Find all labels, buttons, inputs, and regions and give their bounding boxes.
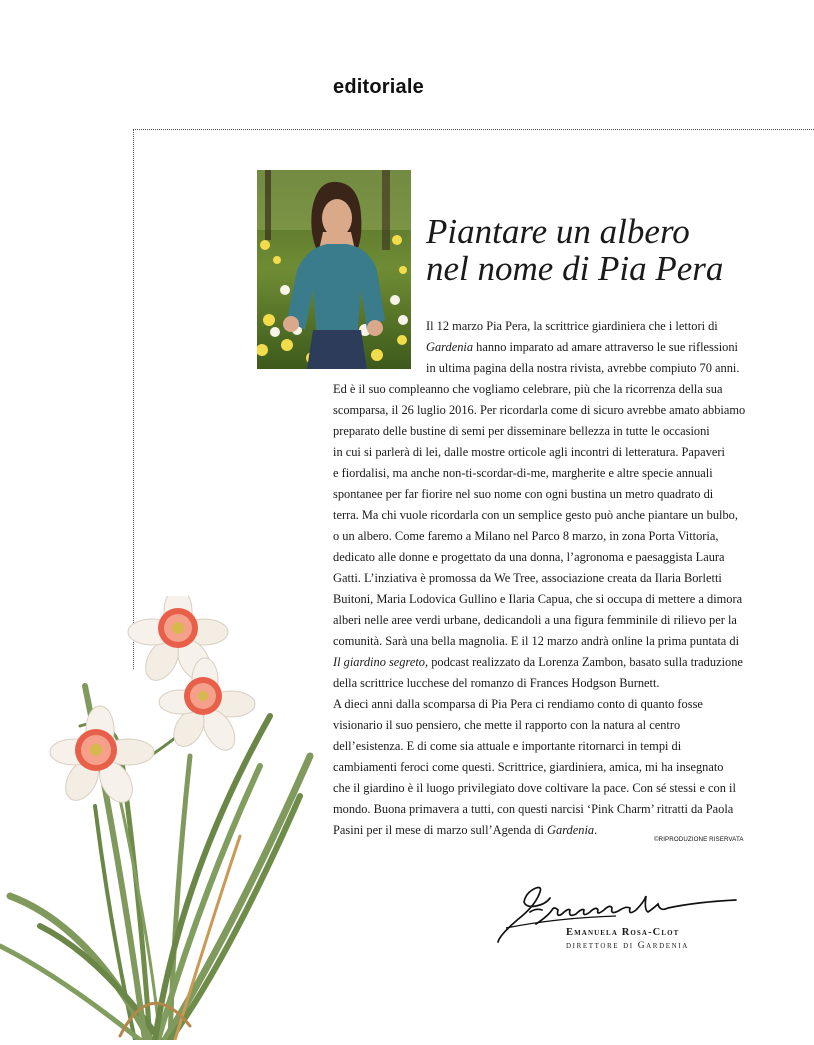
article-line: scomparsa, il 26 luglio 2016. Per ricordarla come di sicuro avrebbe amato abbiamo [333,403,746,417]
copyright-notice: ©RIPRODUZIONE RISERVATA [654,836,744,843]
headline [426,213,723,287]
article-line: visionario il suo pensiero, che mette il rapporto con la natura al centro [333,718,681,732]
article-line: Gatti. L’inziativa è promossa da We Tree, associazione creata da Ilaria Borletti [333,571,722,585]
article-line: in cui si parlerà di lei, dalle mostre orticole agli incontri di letteratura. Papaveri [333,445,725,459]
article-line: cambiamenti feroci come questi. Scrittrice, giardiniera, amica, mi ha insegnato [333,760,724,774]
article-line: che il giardino è il luogo privilegiato dove coltivare la pace. Con sé stessi e con il [333,781,736,795]
dotted-frame-left [133,129,134,669]
article-line: della scrittrice lucchese del romanzo di Frances Hodgson Burnett. [333,676,660,690]
article-line: Ed è il suo compleanno che vogliamo celebrare, più che la ricorrenza della sua [333,382,723,396]
article-line: A dieci anni dalla scomparsa di Pia Pera ci rendiamo conto di quanto fosse [333,697,703,711]
article-text: Pasini per il mese di marzo sull’Agenda di [333,823,548,837]
article-line: in ultima pagina della nostra rivista, avrebbe compiuto 70 anni. [426,361,740,375]
article-text: . [594,823,598,837]
headline-line-1: Piantare un albero [426,212,690,251]
signature-role: direttore di Gardenia [566,941,689,951]
article-text: hanno imparato ad amare attraverso le sue riflessioni [473,340,738,354]
podcast-title: Il giardino segreto [333,655,426,669]
article-line: comunità. Sarà una bella magnolia. E il 12 marzo andrà online la prima puntata di [333,634,740,648]
signature-icon [496,876,742,951]
article-line [333,823,597,837]
article-line: dell’esistenza. E di come sia attuale e importante ritornarci in tempi di [333,739,682,753]
article-line: o un albero. Come faremo a Milano nel Parco 8 marzo, in zona Porta Vittoria, [333,529,719,543]
portrait-photo [257,170,411,369]
narcissus-illustration [0,596,320,1045]
article-text: , podcast realizzato da Lorenza Zambon, basato sulla traduzione [425,655,743,669]
article-line: e fiordalisi, ma anche non-ti-scordar-di-me, margherite e altre specie annuali [333,466,713,480]
article-line: mondo. Buona primavera a tutti, con questi narcisi ‘Pink Charm’ ritratti da Paola [333,802,734,816]
article-line [426,340,738,354]
headline-line-2: nel nome di Pia Pera [426,249,724,288]
dotted-frame-top [133,129,814,130]
magazine-name: Gardenia [426,340,474,354]
article-line: Buitoni, Maria Lodovica Gullino e Ilaria Capua, che si occupa di mettere a dimora [333,592,743,606]
article-line [333,655,743,669]
magazine-name: Gardenia [547,823,595,837]
article-line: spontanee per far fiorire nel suo nome con ogni bustina un metro quadrato di [333,487,714,501]
signature-name: Emanuela Rosa-Clot [566,927,680,938]
article-line: alberi nelle aree verdi urbane, dedicandoli a una figura femminile di rilievo per la [333,613,737,627]
article-line: Il 12 marzo Pia Pera, la scrittrice giardiniera che i lettori di [426,319,718,333]
article-line: dedicato alle donne e progettato da una donna, l’agronoma e paesaggista Laura [333,550,725,564]
article-line: terra. Ma chi vuole ricordarla con un semplice gesto può anche piantare un bulbo, [333,508,738,522]
article-line: preparato delle bustine di semi per disseminare bellezza in tutte le occasioni [333,424,710,438]
section-label: editoriale [333,76,424,98]
